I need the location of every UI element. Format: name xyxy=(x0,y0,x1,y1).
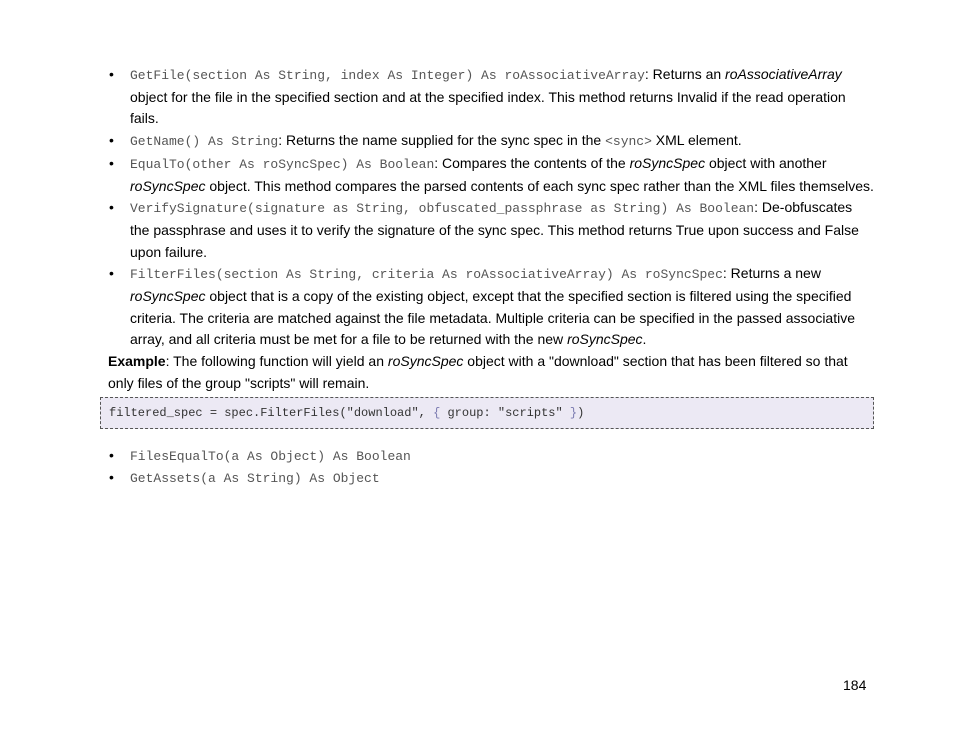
method-signature: EqualTo(other As roSyncSpec) As Boolean xyxy=(130,156,435,172)
method-signature: VerifySignature(signature as String, obfuscated_passphrase as String) As Boolean xyxy=(130,201,755,217)
code-block xyxy=(100,397,874,429)
method-description: : Returns a new xyxy=(722,265,821,282)
class-name: roSyncSpec xyxy=(629,154,706,171)
example-text: : The following function will yield an xyxy=(165,353,388,370)
class-name: roSyncSpec xyxy=(130,288,206,305)
example-paragraph xyxy=(108,351,874,394)
page-number: 184 xyxy=(843,677,867,693)
method-signature: FilesEqualTo(a As Object) As Boolean xyxy=(130,448,411,464)
method-filterfiles xyxy=(108,263,874,351)
example-label: Example xyxy=(108,353,166,370)
method-description: : Returns the name supplied for the sync spec in the xyxy=(278,132,606,149)
code-brace: { xyxy=(433,405,441,420)
method-description: : Compares the contents of the xyxy=(434,154,630,171)
method-description: object. This method compares the parsed contents of each sync spec rather than the XML files themselves. xyxy=(205,177,874,194)
code-text: ) xyxy=(577,405,585,420)
class-name: roAssociativeArray xyxy=(725,66,842,82)
method-description: object that is a copy of the existing object, except that the specified section is filtered using the specified criteria. The criteria are matched against the file metadata. Multiple criteria can be specified in the passed associative array, and all criteria must be met for a file to be returned with the new xyxy=(130,288,855,348)
method-signature: FilterFiles(section As String, criteria As roAssociativeArray) As roSyncSpec xyxy=(130,267,723,283)
method-description: : De-obfuscates the passphrase and uses it to verify the signature of the sync spec. This method returns True upon success and False upon failure. xyxy=(130,199,859,260)
method-getname xyxy=(108,130,874,153)
method-description: object with another xyxy=(705,154,827,171)
method-getassets xyxy=(108,467,874,490)
method-signature: GetName() As String xyxy=(130,134,279,150)
method-getfile xyxy=(108,64,874,130)
method-signature: GetAssets(a As String) As Object xyxy=(130,471,380,487)
method-equalto xyxy=(108,153,874,197)
code-brace: } xyxy=(569,405,578,420)
method-description: . xyxy=(642,331,647,348)
class-name: roSyncSpec xyxy=(567,331,643,348)
code-text: group: "scripts" xyxy=(440,405,570,420)
additional-method-list xyxy=(108,445,874,490)
method-filesequalto xyxy=(108,445,874,468)
method-list xyxy=(108,64,874,351)
class-name: roSyncSpec xyxy=(387,353,464,370)
method-signature: GetFile(section As String, index As Integer) As roAssociativeArray xyxy=(130,68,645,83)
method-description: : Returns an xyxy=(644,66,726,82)
xml-tag: <sync> xyxy=(605,134,652,150)
method-description: object for the file in the specified section and at the specified index. This method returns Invalid if the read operation fails. xyxy=(130,88,846,127)
class-name: roSyncSpec xyxy=(130,177,206,194)
method-verifysignature xyxy=(108,197,874,263)
code-text: filtered_spec = spec.FilterFiles("download", xyxy=(109,405,434,420)
method-description: XML element. xyxy=(651,132,742,149)
document-body xyxy=(108,64,874,490)
example-text: object with a "download" section that has been filtered so that only files of the group "scripts" will remain. xyxy=(108,353,848,391)
